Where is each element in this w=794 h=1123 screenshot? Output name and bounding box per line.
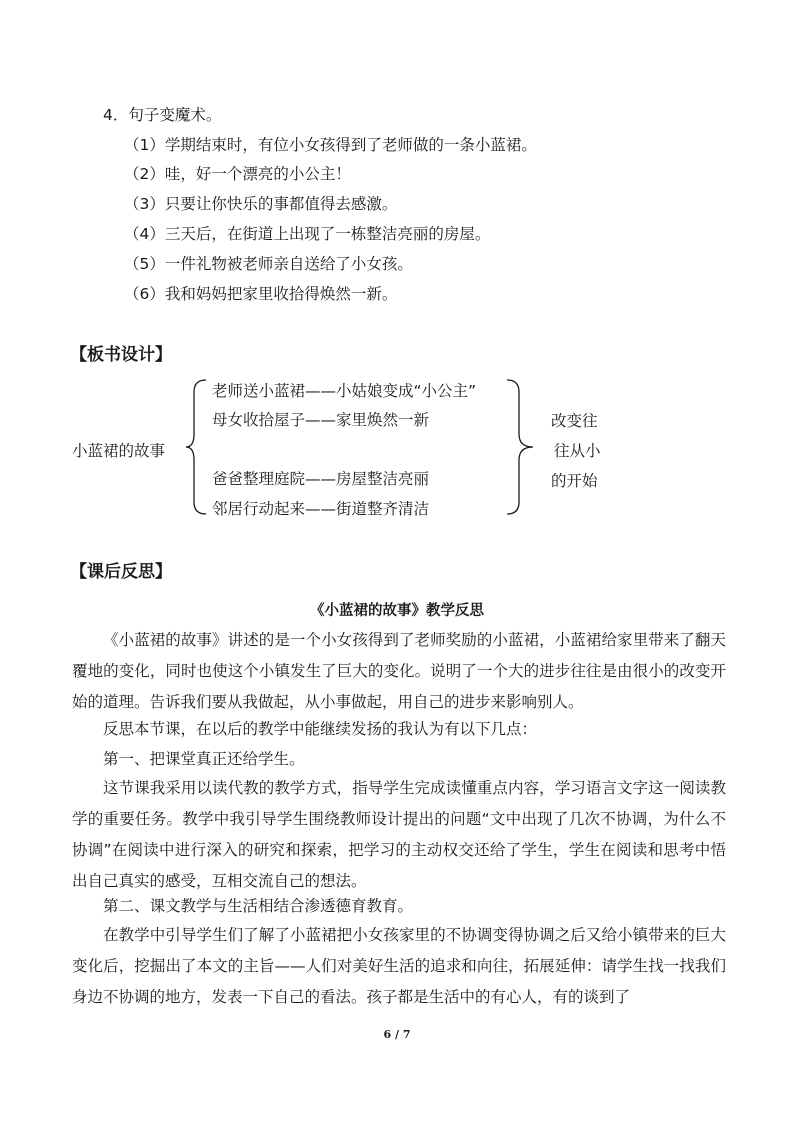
reflection-point-2: 第二、课文教学与生活相结合渗透德育教育。 (103, 897, 414, 915)
exercise-item-5: （5）一件礼物被老师亲自送给了小女孩。 (124, 255, 413, 273)
reflection-paragraph-4: 在教学中引导学生们了解了小蓝裙把小女孩家里的不协调变得协调之后又给小镇带来的巨大变化后，挖掘出了本文的主旨——人们对美好生活的追求和向往，拓展延伸：请学生找一找我们身边不协调的地方，发表一下自己的看法。孩子都是生活中的有心人，有的谈到了 (72, 926, 726, 1006)
board-conclusion-2: 往从小 (554, 442, 601, 460)
board-line-3: 爸爸整理庭院——房屋整洁亮丽 (212, 470, 430, 488)
board-line-1: 老师送小蓝裙——小姑娘变成“小公主” (212, 382, 477, 400)
board-line-4: 邻居行动起来——街道整齐清洁 (212, 500, 430, 518)
board-heading: 【板书设计】 (70, 345, 172, 365)
board-topic: 小蓝裙的故事 (72, 442, 166, 460)
reflection-heading: 【课后反思】 (70, 562, 172, 582)
reflection-point-1: 第一、把课堂真正还给学生。 (103, 750, 305, 768)
reflection-paragraph-1: 《小蓝裙的故事》讲述的是一个小女孩得到了老师奖励的小蓝裙，小蓝裙给家里带来了翻天覆地的变化，同时也使这个小镇发生了巨大的变化。说明了一个大的进步往往是由很小的改变开始的道理。告诉我们要从我做起，从小事做起，用自己的进步来影响别人。 (72, 631, 726, 711)
page-number: 6 / 7 (383, 1028, 411, 1041)
board-conclusion-1: 改变往 (551, 412, 598, 430)
exercise-item-3: （3）只要让你快乐的事都值得去感激。 (124, 195, 398, 213)
reflection-title: 《小蓝裙的故事》教学反思 (310, 602, 484, 619)
exercise-item-1: （1）学期结束时，有位小女孩得到了老师做的一条小蓝裙。 (124, 136, 537, 154)
exercise-item-4: （4）三天后，在街道上出现了一栋整洁亮丽的房屋。 (124, 225, 491, 243)
board-conclusion-3: 的开始 (551, 472, 598, 490)
board-line-2: 母女收拾屋子——家里焕然一新 (212, 411, 430, 429)
exercise-item-2: （2）哇，好一个漂亮的小公主！ (124, 165, 351, 183)
exercise-title: 4．句子变魔术。 (103, 106, 222, 124)
exercise-item-6: （6）我和妈妈把家里收拾得焕然一新。 (124, 285, 398, 303)
reflection-paragraph-2: 反思本节课，在以后的教学中能继续发扬的我认为有以下几点： (103, 720, 538, 738)
right-brace-icon (505, 378, 535, 516)
left-brace-icon (184, 378, 208, 516)
reflection-paragraph-3: 这节课我采用以读代教的教学方式，指导学生完成读懂重点内容，学习语言文字这一阅读教学的重要任务。教学中我引导学生围绕教师设计提出的问题“文中出现了几次不协调，为什么不协调”在阅读中进行深入的研究和探索，把学习的主动权交还给了学生，学生在阅读和思考中悟出自己真实的感受，互相交流自己的想法。 (72, 779, 726, 890)
